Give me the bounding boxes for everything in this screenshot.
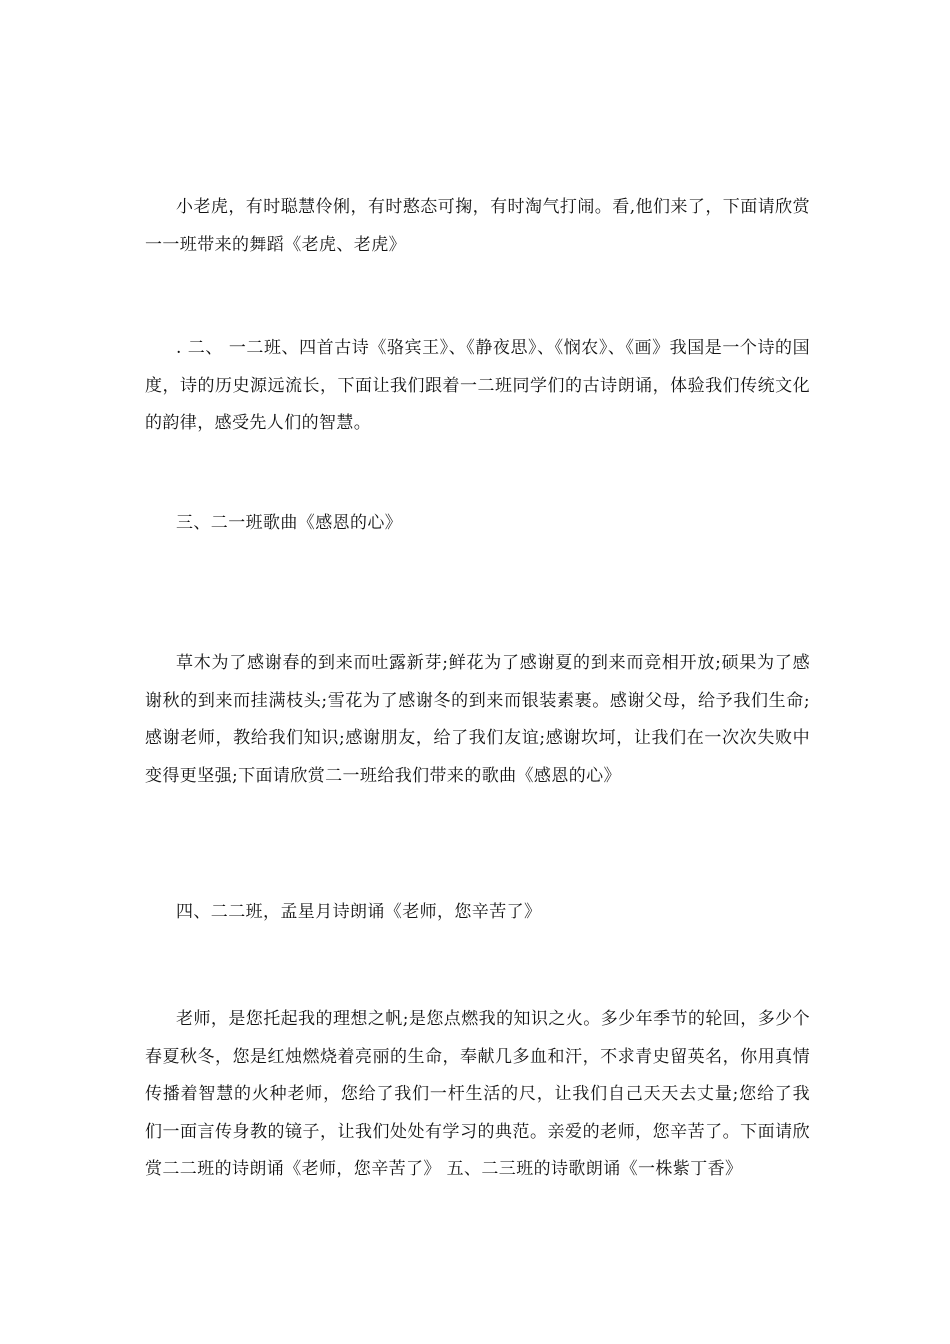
heading-gratitude-song: 三、二一班歌曲《感恩的心》 bbox=[176, 513, 403, 533]
paragraph-gratitude-intro: 草木为了感谢春的到来而吐露新芽;鲜花为了感谢夏的到来而竞相开放;硕果为了感谢秋的到来而挂满枝头;雪花为了感谢冬的到来而银装素裹。感谢父母，给予我们生命;感谢老师，教给我们知识;感谢朋友，给了我们友谊;感谢坎坷，让我们在一次次失败中变得更坚强;下面请欣赏二一班给我们带来的歌曲《感恩的心》 bbox=[145, 653, 810, 786]
heading-teacher-poem: 四、二二班，孟星月诗朗诵《老师，您辛苦了》 bbox=[176, 902, 542, 922]
paragraph-teacher-poem-intro: 老师，是您托起我的理想之帆;是您点燃我的知识之火。多少年季节的轮回，多少个春夏秋冬，您是红烛燃烧着亮丽的生命，奉献几多血和汗，不求青史留英名，你用真情传播着智慧的火种老师，您给了我们一杆生活的尺，让我们自己天天去丈量;您给了我们一面言传身教的镜子，让我们处处有学习的典范。亲爱的老师，您辛苦了。下面请欣赏二二班的诗朗诵《老师，您辛苦了》 五、二三班的诗歌朗诵《一株紫丁香》 bbox=[145, 1009, 810, 1179]
paragraph-ancient-poems: . 二、 一二班、四首古诗《骆宾王》、《静夜思》、《悯农》、《画》我国是一个诗的国度，诗的历史源远流长，下面让我们跟着一二班同学们的古诗朗诵，体验我们传统文化的韵律，感受先人们的智慧。 bbox=[145, 338, 810, 433]
paragraph-tiger-dance-intro: 小老虎，有时聪慧伶俐，有时憨态可掬，有时淘气打闹。看,他们来了，下面请欣赏 一一班带来的舞蹈《老虎、老虎》 bbox=[145, 197, 810, 255]
